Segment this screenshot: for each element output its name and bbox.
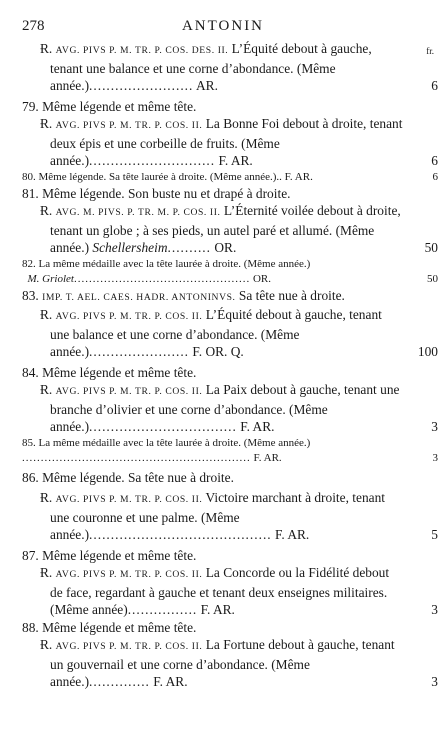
reverse-description: Ɍ. AVG. PIVS P. M. TR. P. COS. II. Victoire marchant à droite, tenant une couronne et une palme. (Même année.).......................................... F. AR. 5 <box>40 490 438 542</box>
entry-variant: 82. La même médaille avec la tête laurée à droite. (Même année.) M. Griolet............................................... OR. 50 <box>22 257 438 285</box>
entry-heading: 86. Même légende. Sa tête nue à droite. <box>22 469 234 485</box>
entry-variant: 85. La même médaille avec la tête laurée à droite. (Même année.) ............................................................. F. AR. 3 <box>22 436 438 464</box>
page-number: 278 <box>22 18 45 34</box>
reverse-description: Ɍ. AVG. PIVS P. M. TR. P. COS. II. La Paix debout à gauche, tenant une branche d’olivier et une corne d’abondance. (Même année.).................................. F. AR. 3 <box>40 382 438 434</box>
entry-heading: 84. Même légende et même tête. <box>22 364 197 380</box>
reverse-description: Ɍ. AVG. PIVS P. M. TR. P. COS. II. La Fortune debout à gauche, tenant un gouvernail et une corne d’abondance. (Même année.).............. F. AR. 3 <box>40 637 438 689</box>
reverse-description: Ɍ. AVG. PIVS P. M. TR. P. COS. II. La Concorde ou la Fidélité debout de face, regardant à gauche et tenant deux enseignes militaires. (Même année)................ F. AR. 3 <box>40 565 438 617</box>
price-column-header: fr. <box>426 46 434 56</box>
catalog-entries <box>22 40 438 691</box>
entry-heading: 88. Même légende et même tête. <box>22 619 197 635</box>
reverse-description: Ɍ. AVG. M. PIVS. P. TR. M. P. COS. II. L’Éternité voilée debout à droite, tenant un globe ; à ses pieds, un autel paré et allumé. (Même année.) Schellersheim.......... OR. 50 <box>40 203 438 255</box>
entry-variant: 80. Même légende. Sa tête laurée à droite. (Même année.).. F. AR. 6 <box>22 170 438 183</box>
entry-heading: 87. Même légende et même tête. <box>22 547 197 563</box>
entry-heading: 79. Même légende et même tête. <box>22 98 197 114</box>
reverse-description: Ɍ. AVG. PIVS P. M. TR. P. COS. II. La Bonne Foi debout à droite, tenant deux épis et une corbeille de fruits. (Même année.)............................. F. AR. 6 <box>40 116 438 168</box>
page-header <box>22 0 434 56</box>
page-title: ANTONIN <box>181 18 265 34</box>
entry-heading: 81. Même légende. Son buste nu et drapé à droite. <box>22 185 291 201</box>
reverse-description: Ɍ. AVG. PIVS P. M. TR. P. COS. II. L’Équité debout à gauche, tenant une balance et une corne d’abondance. (Même année.)....................... F. OR. Q. 100 <box>40 307 438 359</box>
entry-heading: 83. IMP. T. AEL. CAES. HADR. ANTONINVS. Sa tête nue à droite. <box>22 287 345 303</box>
reverse-description: Ɍ. AVG. PIVS P. M. TR. P. COS. DES. II. L’Équité debout à gauche, tenant une balance et une corne d’abondance. (Même année.)........................ AR. 6 <box>40 41 438 93</box>
